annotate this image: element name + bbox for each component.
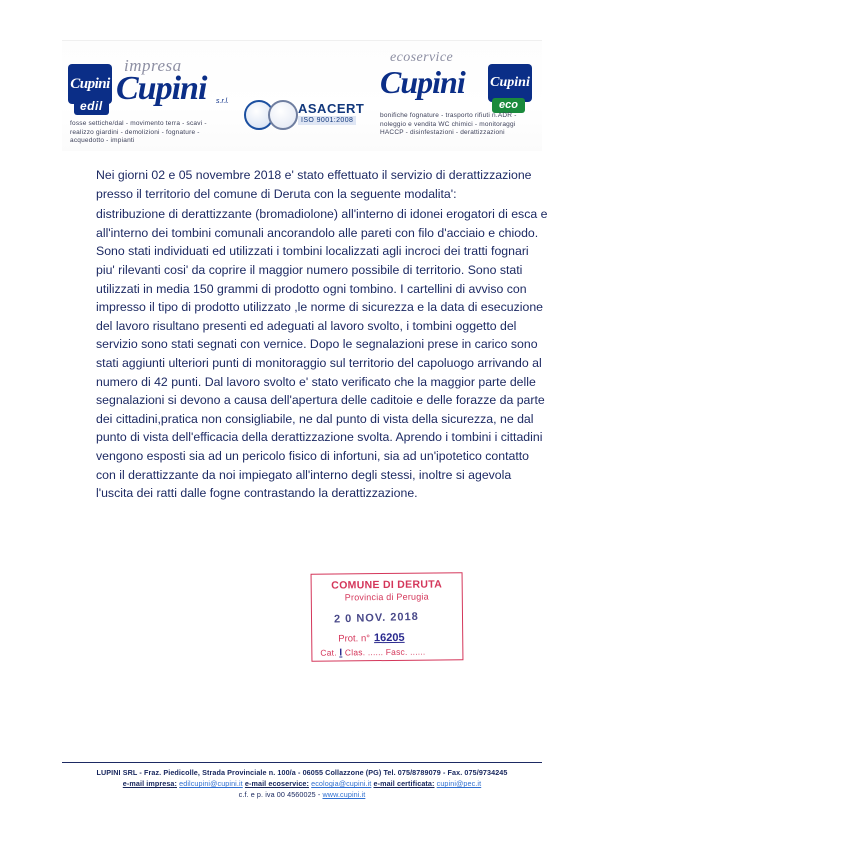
stamp-cat-value: I: [339, 647, 343, 659]
footer-website-link[interactable]: www.cupini.it: [322, 790, 366, 799]
stamp-protocol-number: 16205: [373, 631, 405, 645]
body-paragraph-intro: Nei giorni 02 e 05 novembre 2018 e' stato effettuato il servizio di derattizzazione presso il territorio del comune di Deruta con la seguente modalita':: [96, 168, 532, 201]
impresa-word: impresa: [124, 56, 182, 75]
stamp-municipality: COMUNE DI DERUTA: [331, 578, 443, 592]
footer-email-pec[interactable]: cupini@pec.it: [436, 779, 482, 788]
company-form-label: s.r.l.: [216, 98, 229, 105]
stamp-classification: [320, 647, 425, 659]
certification-standard: ISO 9001:2008: [298, 116, 356, 125]
footer-vat-line: [62, 790, 542, 801]
footer-email-impresa[interactable]: edilcupini@cupini.it: [179, 779, 243, 788]
impresa-cupini-logo: [68, 52, 229, 144]
footer-email-eco[interactable]: ecologia@cupini.it: [311, 779, 372, 788]
cupini-eco-badge-icon: Cupini: [488, 64, 532, 102]
ecoservice-cupini-logo: [380, 50, 540, 142]
stamp-protocol: [338, 632, 405, 645]
footer-address-line: LUPINI SRL - Fraz. Piedicolle, Strada Provinciale n. 100/a - 06055 Collazzone (PG) Tel. 075/8789079 - Fax. 075/9734245: [96, 768, 508, 777]
impresa-services-list: fosse settiche/dal - movimento terra - scavi - realizzo giardini - demolizioni - fognature - acquedotto - impianti: [70, 120, 207, 144]
stamp-protocol-label: Prot. n°: [338, 633, 371, 645]
cupini-eco-wordmark: Cupini: [380, 64, 465, 100]
stamp-date: 2 0 NOV. 2018: [333, 610, 419, 626]
certification-mark: [244, 98, 374, 132]
accreditation-seal-icon: [268, 100, 298, 130]
stamp-cat-label: Cat.: [320, 647, 337, 658]
cupini-wordmark: Cupini: [116, 70, 207, 107]
certification-body-name: ASACERT: [298, 101, 365, 116]
footer-email-pec-label: e-mail certificata:: [373, 779, 435, 788]
protocol-stamp: [311, 572, 464, 662]
eco-tag: eco: [492, 98, 525, 113]
footer-divider: [62, 762, 542, 763]
body-paragraph-details: distribuzione di derattizzante (bromadiolone) all'interno di idonei erogatori di esca e all'interno dei tombini comunali ancorandolo alle pareti con filo d'acciaio e chiodo. Sono stati individuati ed utilizzati i tombini localizzati agli incroci dei tratti fognari piu' rilevanti cosi' da coprire il maggior numero possibile di territorio. Sono stati utilizzati in media 150 grammi di prodotto ogni tombino. I cartellini di avviso con impresso il tipo di prodotto utilizzato ,le norme di sicurezza e la data di esecuzione del lavoro risultano presenti ed adeguati al lavoro svolto, i tombini oggetto del servizio sono stati segnati con vernice. Dopo le segnalazioni prese in carico sono stati aggiunti ulteriori punti di monitoraggio sul territorio del capoluogo arrivando al numero di 42 punti. Dal lavoro svolto e' stato verificato che la maggior parte delle segnalazioni si devono a causa dell'apertura delle caditoie e delle forazze da parte dei cittadini,pratica non consigliabile, ne dal punto di vista della sicurezza, ne dal punto di vista dell'efficacia della derattizzazione svolta. Aprendo i tombini i cittadini vengono esposti sia ad un pericolo fisico di infortuni, sia ad un'ipotetico contatto con il derattizzante da noi impiegato all'interno degli stessi, inoltre si agevola l'uscita dei ratti dalle fogne contrastando la derattizzazione.: [96, 207, 548, 501]
footer-email-line: [62, 779, 542, 790]
footer-vat-number: c.f. e p. iva 00 4560025 -: [238, 790, 321, 799]
document-body: [96, 166, 548, 503]
footer-email-impresa-label: e-mail impresa:: [122, 779, 178, 788]
ecoservice-services-list: bonifiche fognature - trasporto rifiuti n.ADR - noleggio e vendita WC chimici - monitoraggi HACCP - disinfestazioni - derattizzazioni: [380, 112, 517, 136]
stamp-province: Provincia di Perugia: [344, 591, 429, 603]
stamp-fasc-label: Fasc. ......: [385, 646, 426, 658]
stamp-class-label: Clas. ......: [344, 647, 384, 658]
letterhead: [62, 40, 542, 150]
cupini-badge-icon: Cupini: [68, 64, 112, 104]
footer-email-eco-label: e-mail ecoservice:: [244, 779, 310, 788]
edil-tag: edil: [74, 98, 109, 115]
ecoservice-word: ecoservice: [390, 50, 454, 65]
